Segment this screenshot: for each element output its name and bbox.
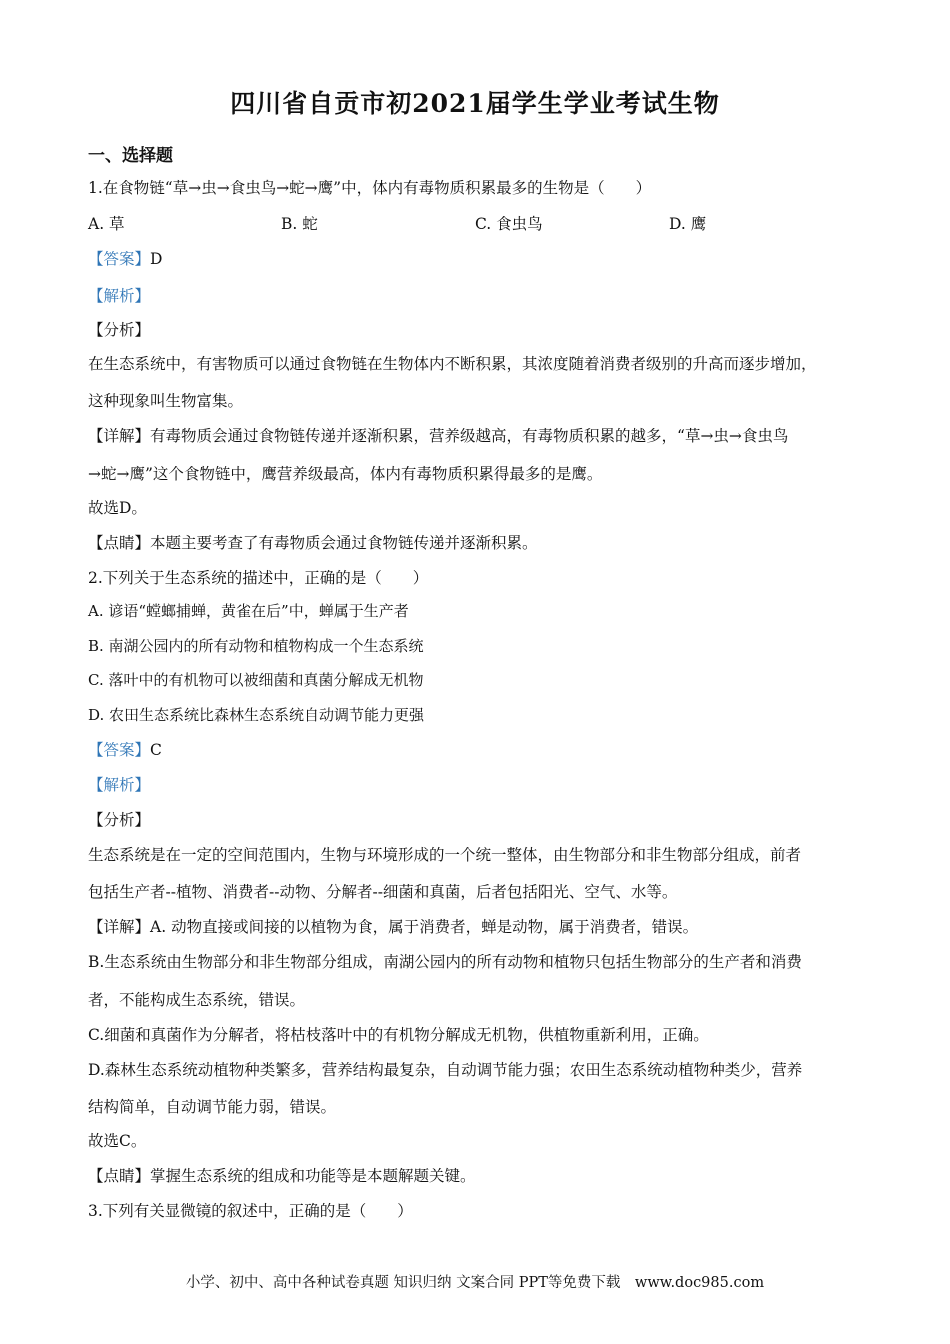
q1-analysis-line1: 在生态系统中，有害物质可以通过食物链在生物体内不断积累，其浓度随着消费者级别的升高而逐步增加， (88, 355, 817, 373)
q2-choose: 故选C。 (88, 1132, 147, 1150)
q1-detail-text1: 有毒物质会通过食物链传递并逐渐积累，营养级越高，有毒物质积累的越多，“草→虫→食虫鸟 (150, 427, 789, 445)
document-title: 四川省自贡市初2021届学生学业考试生物 (230, 89, 720, 118)
q2-option-d: D. 农田生态系统比森林生态系统自动调节能力更强 (88, 706, 425, 724)
q1-option-c: C. 食虫鸟 (475, 215, 543, 233)
q2-detail-d-line2: 结构简单，自动调节能力弱，错误。 (88, 1098, 337, 1116)
q1-choose: 故选D。 (88, 499, 147, 517)
q3-stem: 3.下列有关显微镜的叙述中，正确的是（ ） (88, 1202, 413, 1220)
q2-answer (88, 738, 162, 760)
q1-stem: 1.在食物链“草→虫→食虫鸟→蛇→鹰”中，体内有毒物质积累最多的生物是（ ） (88, 179, 652, 197)
q1-point-tag: 【点睛】 (88, 534, 151, 552)
q2-option-a: A. 谚语“螳螂捕蝉，黄雀在后”中，蝉属于生产者 (88, 602, 409, 620)
q2-point (88, 1164, 476, 1186)
q2-detail-a-text: A. 动物直接或间接的以植物为食，属于消费者，蝉是动物，属于消费者，错误。 (150, 918, 699, 936)
q2-detail-c: C.细菌和真菌作为分解者，将枯枝落叶中的有机物分解成无机物，供植物重新利用，正确。 (88, 1026, 709, 1044)
q2-answer-value: C (150, 741, 162, 759)
q2-point-tag: 【点睛】 (88, 1167, 151, 1185)
q2-stem: 2.下列关于生态系统的描述中，正确的是（ ） (88, 569, 429, 587)
q2-analysis-line1: 生态系统是在一定的空间范围内，生物与环境形成的一个统一整体，由生物部分和非生物部分组成，前者 (88, 846, 802, 864)
q2-option-b: B. 南湖公园内的所有动物和植物构成一个生态系统 (88, 637, 424, 655)
q1-detail-tag: 【详解】 (88, 427, 151, 445)
q1-analysis-line2: 这种现象叫生物富集。 (88, 392, 244, 410)
q1-detail-line2: →蛇→鹰”这个食物链中，鹰营养级最高，体内有毒物质积累得最多的是鹰。 (88, 465, 603, 483)
q1-option-b: B. 蛇 (281, 215, 318, 233)
q2-option-c: C. 落叶中的有机物可以被细菌和真菌分解成无机物 (88, 671, 424, 689)
q2-detail-a (88, 915, 698, 937)
q2-detail-d-line1: D.森林生态系统动植物种类繁多，营养结构最复杂，自动调节能力强；农田生态系统动植物种类少，营养 (88, 1061, 803, 1079)
q1-answer (88, 247, 162, 269)
section-heading: 一、选择题 (88, 146, 173, 166)
q2-answer-tag: 【答案】 (88, 741, 151, 759)
q1-answer-value: D (150, 250, 163, 268)
q1-jiexi-tag: 【解析】 (88, 287, 151, 305)
page-footer: 小学、初中、高中各种试卷真题 知识归纳 文案合同 PPT等免费下载 www.doc985.com (185, 1275, 765, 1291)
q2-detail-b-line2: 者，不能构成生态系统，错误。 (88, 991, 306, 1009)
q1-detail-line1 (88, 424, 788, 446)
q2-detail-tag: 【详解】 (88, 918, 151, 936)
q1-point (88, 531, 538, 553)
q1-point-text: 本题主要考查了有毒物质会通过食物链传递并逐渐积累。 (150, 534, 538, 552)
q1-option-a: A. 草 (88, 215, 125, 233)
q2-point-text: 掌握生态系统的组成和功能等是本题解题关键。 (150, 1167, 476, 1185)
q1-fenxi-tag: 【分析】 (88, 321, 151, 339)
q1-option-d: D. 鹰 (669, 215, 707, 233)
q2-detail-b-line1: B.生态系统由生物部分和非生物部分组成，南湖公园内的所有动物和植物只包括生物部分的生产者和消费 (88, 953, 802, 971)
q1-answer-tag: 【答案】 (88, 250, 151, 268)
q2-jiexi-tag: 【解析】 (88, 776, 151, 794)
q2-analysis-line2: 包括生产者--植物、消费者--动物、分解者--细菌和真菌，后者包括阳光、空气、水等。 (88, 883, 678, 901)
q2-fenxi-tag: 【分析】 (88, 811, 151, 829)
